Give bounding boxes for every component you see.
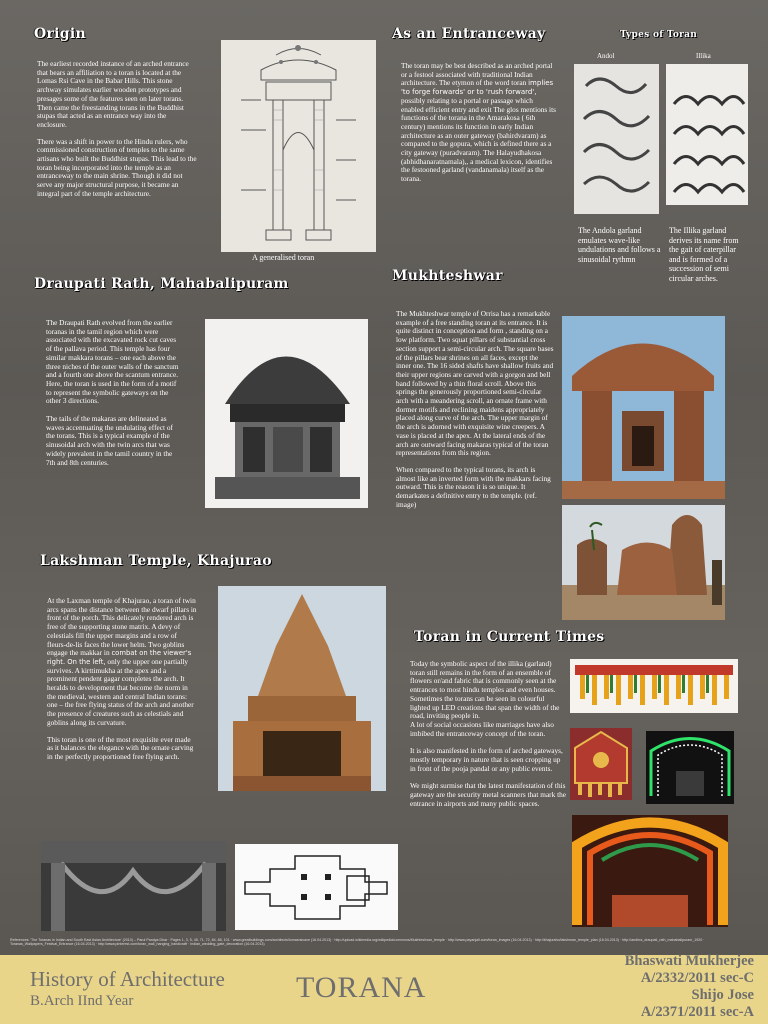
types-title: Types of Toran: [620, 30, 698, 40]
origin-text: [37, 60, 197, 199]
andol-garland-drawing: [574, 64, 659, 214]
current-times-text: [410, 660, 566, 809]
current-times-title: Toran in Current Times: [414, 629, 605, 645]
fabric-hanging-icon: [570, 728, 632, 800]
author-1-id: A/2332/2011 sec-C: [640, 970, 754, 986]
lakshman-title: Lakshman Temple, Khajurao: [40, 553, 272, 569]
marigold-arch-icon: [572, 815, 728, 927]
andol-caption: The Andola garland emulates wave-like undulations and follows a sinusoidal rythmn: [578, 226, 661, 264]
origin-title: Origin: [34, 26, 86, 42]
lakshman-toran-detail-photo: [41, 841, 226, 931]
draupati-paragraph-1: The Draupati Rath evolved from the earlier toranas in the tamil region which were associated with the excavated rock cut caves of the pallava period. This temple has four similar makkara torans – one each above the three niches of the outer walls of the sanctum and a fourth one above the scantum entrance. Here, the toran is used in the form of a motif to represent the symbolic gateways on the other 3 directions.: [46, 318, 179, 406]
illika-arches-icon: [666, 64, 748, 205]
draupati-text: [46, 319, 181, 467]
course-year: B.Arch IInd Year: [30, 993, 134, 1009]
andol-wave-icon: [574, 64, 659, 214]
footer-bar: [0, 955, 768, 1024]
illika-garland-drawing: [666, 64, 748, 205]
references-text: References: 'The Toranas in Indian and South East Asian Architecture' (2010) – Parul Pandya Dhar · Pages 1, 3, 5, 45, 71, 72, 84, 88, 101 · www.greatbuildings.com/architects/lomasrsicave (16.04.2013) · http://upload.wikimedia.org/wikipedia/commons/Mukhteshwar_temple · http://www.payanjali.com/toran_images (16.04.2013) · http://khajuraho/lakshman_temple_plan (16.04.2013) · http://andhra_draupati_rath_mahabalipuram_1920 · Toranas_Wallpapers_Festival_Entrance (16.04.2013) · http://www.pinterest.com/toran_wall_hanging_handicraft · Indian_wedding_gate_decoration (16.04.2013): [10, 938, 705, 947]
flower-garland-icon: [570, 659, 738, 713]
entranceway-text: [401, 62, 556, 184]
marriage-gateway-photo: [572, 815, 728, 927]
poster-title: TORANA: [296, 971, 427, 1004]
current-paragraph-5: We might surmise that the latest manifestation of this gateway are the security metal scanners that mark the entrance in airports and many public spaces.: [410, 781, 567, 808]
toran-sketch-icon: [221, 40, 376, 252]
author-2-id: A/2371/2011 sec-A: [640, 1004, 754, 1020]
lakshman-paragraph-1: [47, 597, 197, 728]
draupati-rath-icon: [205, 319, 368, 508]
entranceway-text-a: The toran may be best described as an arched portal or a festool associated with traditional Indian architecture. The etymon of the word toran: [401, 61, 553, 88]
lakshman-text-b: only the upper one partially survives. A kirttimukha at the apex and a prominent pendent gagar completes the arch. It heralds to development that become the norm in the medieval, western and central Indian torans: one – the free flying status of the arch and another the presence of creatures such as celestials and goblins along its curvature.: [47, 656, 194, 727]
andol-label: Andol: [597, 52, 615, 60]
generalised-toran-drawing: [221, 40, 376, 252]
draupati-paragraph-2: The tails of the makaras are delineated as waves accentuating the undulating effect of the torans. This is a typical example of the sinusoidal arch with the twin arcs that was widely prevalent in the tamil country in the 7th and 8th centuries.: [46, 414, 173, 467]
origin-paragraph-2: There was a shift in power to the Hindu rulers, who commissioned construction of temples to the same artisans who built the Buddhist stupas. This lead to the toran being incorporated into the temple as an entranceway to the main shrine. Though it did not serve any major structural purpose, it became an integral part of the temple architecture.: [37, 136, 197, 198]
current-paragraph-1: Today the symbolic aspect of the illika (garland) toran still remains in the form of an ensemble of flowers or/and fabric that is commonly seen at the entrances to most hindu temples and even houses.: [410, 659, 557, 695]
temple-complex-icon: [562, 505, 725, 620]
lakshman-text-a: At the Laxman temple of Khajurao, a toran of twin arcs spans the distance between the dwarf pillars in front of the porch. This delicately rendered arch is free of the supporting stone matrix. A devy of celestials fill the upper margins and a row of fleurs-de-lis faces the lower helm. Two goblins engage the makkar in: [47, 596, 197, 658]
illika-label: Illika: [696, 52, 711, 60]
mukhteshwar-paragraph-1: The Mukhteshwar temple of Orrisa has a remarkable example of a free standing toran at its entrance. It is quite distinct in conception and form , standing on a low platform. Two squat pillars of substantial cross section support a semi-circular arch. The square bases of the pillars bear shrines on all faces, except the inner one. The 16 sided shafts have shallow fruits and their upper regions are carved with a gorgon and bell band followed by a thin floral scroll. Above this springs the generously proportioned semi-circular arch with a meandering scroll, an ornate frame with dormer motifs and reclining maidens appropriately placed along curve of the arch. The upper margin of the arch is adorned with exquisite wine creepers. A vase is placed at the apex. At the lateral ends of the arch are outward facing makaras typical of the toran representations from this region.: [396, 309, 554, 458]
entranceway-text-b: possibly relating to a portal or passage which enabled efficient entry and exit The glos mentions its functions of the torana in the Amarakosa ( 6th century) mentions its function in early Indian architecture as an outer gateway (bahirdvaram) as compared to the gopura, which is defined there as a city gateway (puradvaram). The Halayudhakosa (abhidhanaratnamala),, a medical lexicon, identifies the festooned garland (vandanamala) itself as the torana.: [401, 95, 556, 184]
fabric-toran-photo: [570, 728, 632, 800]
origin-paragraph-1: The earliest recorded instance of an arched entrance that bears an affiliation to a toran is located at the Lomas Rsi Cave in the Babar Hills. This stone archway simulates earlier wooden prototypes and presages some of the features seen on later torans. Then came the freestanding torans in the Buddhist stupas that acted as an entrance way into the enclosure.: [37, 59, 189, 129]
toran-caption: A generalised toran: [252, 253, 315, 262]
lakshman-handwritten: combat on the viewer's right. On the left,: [47, 649, 192, 666]
flower-toran-photo: [570, 659, 738, 713]
current-paragraph-3: A lot of social occasions like marriages have also imbibed the entranceway concept of the toran.: [410, 719, 554, 738]
course-title: History of Architecture: [30, 967, 225, 991]
illika-caption: The Illika garland derives its name from the gait of caterpillar and is formed of a succession of semi circular arches.: [669, 226, 739, 283]
led-toran-photo: [646, 731, 734, 804]
led-lights-icon: [646, 731, 734, 804]
khajuraho-shikhara-icon: [218, 586, 386, 791]
current-paragraph-4: It is also manifested in the form of arched gateways, mostly temporary in nature that is seen cropping up in front of the pooja pandal or any public events.: [410, 746, 563, 773]
mukhteshwar-toran-photo: [562, 316, 725, 499]
lakshman-temple-photo: [218, 586, 386, 791]
mukhteshwar-title: Mukhteshwar: [392, 268, 503, 284]
mukhteshwar-arch-icon: [562, 316, 725, 499]
author-1-name: Bhaswati Mukherjee: [624, 953, 754, 969]
lakshman-text: [47, 597, 197, 762]
draupati-title: Draupati Rath, Mahabalipuram: [34, 276, 289, 292]
carved-arch-icon: [41, 841, 226, 931]
mukhteshwar-temple-photo: [562, 505, 725, 620]
mukhteshwar-paragraph-2: When compared to the typical torans, its arch is almost like an inverted form with the makkars facing outward. This is the reason it is so unique. It demarkates a definitive entry to the temple. (ref. image): [396, 464, 551, 509]
temple-plan-icon: [235, 844, 398, 930]
mukhteshwar-text: [396, 310, 554, 509]
current-paragraph-2: Sometimes the torans can be seen in colourful lighted up LED creations that span the width of the road, inviting people in.: [410, 693, 560, 721]
entranceway-handwritten: implies 'to forge forwards' or to 'rush forward',: [401, 79, 554, 97]
author-2-name: Shijo Jose: [691, 987, 754, 1003]
lakshman-plan-drawing: [235, 844, 398, 930]
entranceway-title: As an Entranceway: [392, 26, 546, 42]
authors-block: [586, 953, 754, 1021]
lakshman-paragraph-2: This toran is one of the most exquisite ever made as it balances the elegance with the ornate carving in the perfectly proportioned free flying arch.: [47, 734, 194, 761]
draupati-rath-photo: [205, 319, 368, 508]
